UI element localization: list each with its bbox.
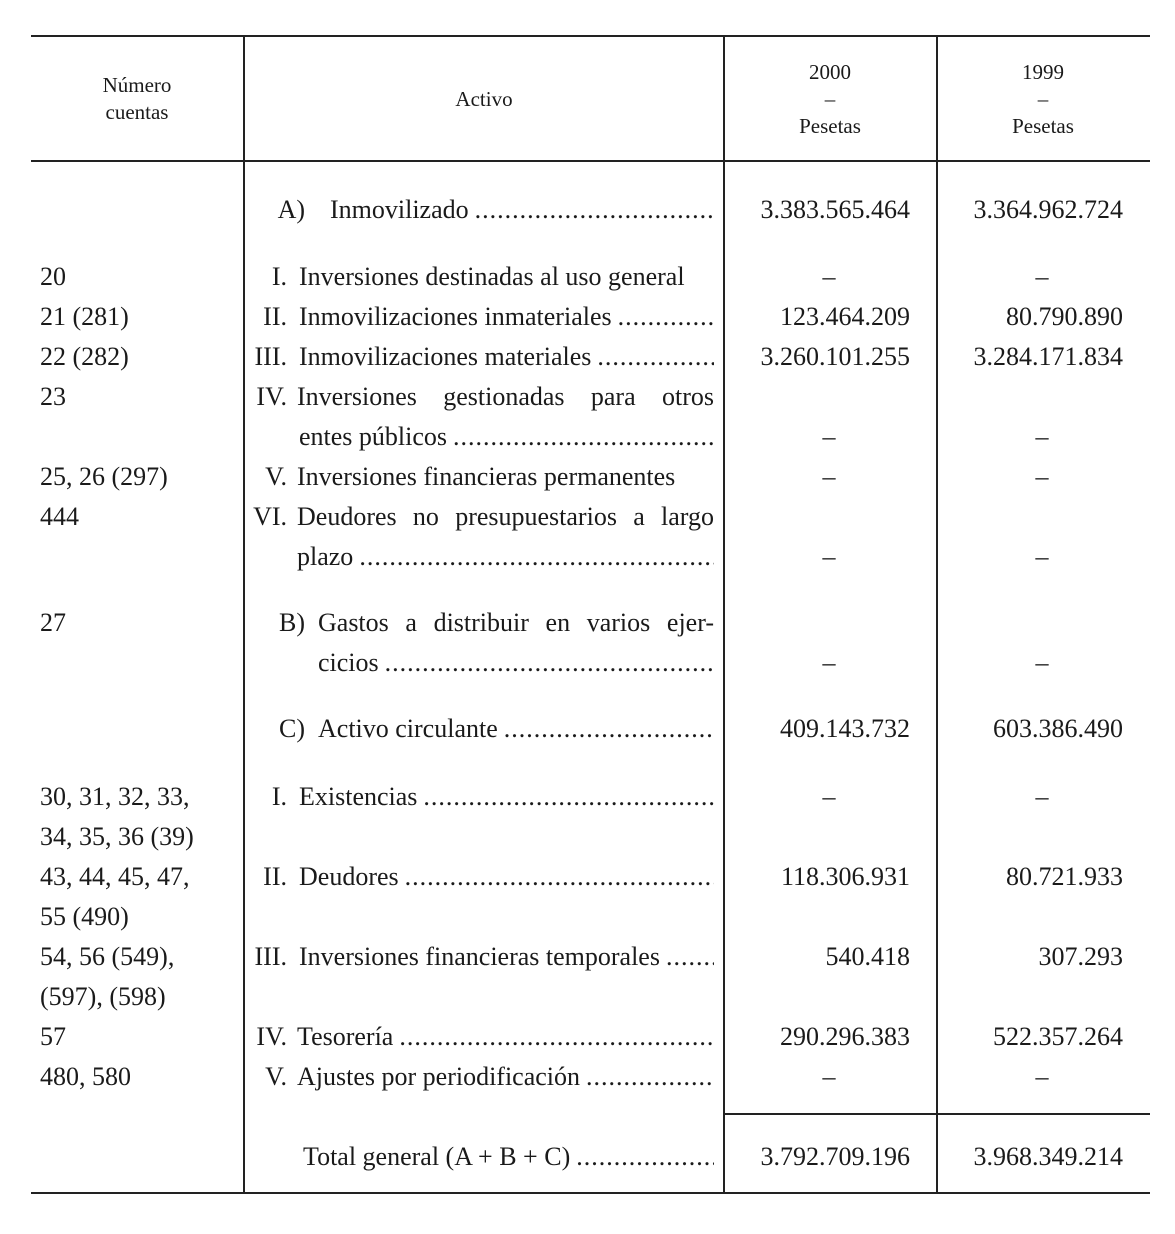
row-a5-1999: – — [1035, 462, 1049, 491]
row-c4-label — [297, 1022, 714, 1052]
row-a6-account: 444 — [40, 502, 79, 531]
row-a6-roman: VI. — [253, 502, 287, 531]
row-c3-account-line2: (597), (598) — [40, 982, 166, 1011]
row-a6-1999: – — [1035, 542, 1049, 571]
header-2000-unit: Pesetas — [799, 114, 861, 138]
row-b-1999: – — [1035, 648, 1049, 677]
row-a4-label-line2 — [299, 422, 714, 452]
leader-dots — [586, 1062, 714, 1092]
row-c3-1999: 307.293 — [1038, 942, 1123, 971]
row-a4-roman: IV. — [256, 382, 287, 411]
leader-dots — [475, 195, 714, 225]
row-total-2000: 3.792.709.196 — [760, 1142, 910, 1171]
row-a3-1999: 3.284.171.834 — [973, 342, 1123, 371]
row-b-label-line1: Gastos a distribuir en varios ejer- — [318, 608, 714, 637]
row-c5-label-text: Ajustes por periodificación — [297, 1062, 581, 1091]
row-b-roman: B) — [279, 608, 305, 637]
header-accounts-line2: cuentas — [105, 100, 169, 124]
row-c5-roman: V. — [265, 1062, 287, 1091]
row-c1-label-text: Existencias — [299, 782, 418, 811]
header-2000 — [724, 59, 936, 140]
row-a1-1999: – — [1035, 262, 1049, 291]
row-a1-label: Inversiones destinadas al uso general — [299, 262, 685, 291]
row-a5-label: Inversiones financieras permanentes — [297, 462, 676, 491]
row-a6-2000: – — [822, 542, 836, 571]
header-rule — [31, 160, 1150, 162]
row-total-1999: 3.968.349.214 — [973, 1142, 1123, 1171]
row-c4-roman: IV. — [256, 1022, 287, 1051]
row-c1-account-line1: 30, 31, 32, 33, — [40, 782, 190, 811]
header-1999-year: 1999 — [1022, 60, 1064, 84]
row-a3-label — [299, 342, 714, 372]
row-c4-2000: 290.296.383 — [780, 1022, 910, 1051]
row-c-roman: C) — [279, 714, 305, 743]
row-b-label-text: cicios — [318, 648, 379, 677]
row-a1-2000: – — [822, 262, 836, 291]
row-c5-1999: – — [1035, 1062, 1049, 1091]
bottom-rule — [31, 1192, 1150, 1194]
header-accounts — [31, 72, 243, 126]
row-total-label — [303, 1142, 714, 1172]
row-a3-label-text: Inmovilizaciones materiales — [299, 342, 592, 371]
row-a-2000: 3.383.565.464 — [760, 195, 910, 224]
row-c2-roman: II. — [263, 862, 287, 891]
row-c2-label-text: Deudores — [299, 862, 399, 891]
row-c1-account-line2: 34, 35, 36 (39) — [40, 822, 194, 851]
row-a5-roman: V. — [265, 462, 287, 491]
row-a2-1999: 80.790.890 — [1006, 302, 1123, 331]
row-a-1999: 3.364.962.724 — [973, 195, 1123, 224]
row-a4-label-line1: Inversiones gestionadas para otros — [297, 382, 714, 411]
row-c3-label-text: Inversiones financieras temporales — [299, 942, 660, 971]
row-a-roman: A) — [277, 195, 305, 224]
header-1999-unit: Pesetas — [1012, 114, 1074, 138]
row-a1-roman: I. — [271, 262, 287, 291]
header-1999 — [937, 59, 1149, 140]
leader-dots — [618, 302, 714, 332]
row-c1-label — [299, 782, 714, 812]
row-a3-2000: 3.260.101.255 — [760, 342, 910, 371]
row-a4-1999: – — [1035, 422, 1049, 451]
row-a3-account: 22 (282) — [40, 342, 129, 371]
row-c4-label-text: Tesorería — [297, 1022, 394, 1051]
leader-dots — [576, 1142, 714, 1172]
row-c2-account-line1: 43, 44, 45, 47, — [40, 862, 190, 891]
row-c3-label — [299, 942, 714, 972]
header-activo — [245, 86, 723, 113]
row-c5-label — [297, 1062, 714, 1092]
row-a2-label-text: Inmovilizaciones inmateriales — [299, 302, 612, 331]
leader-dots — [504, 714, 714, 744]
row-c-1999: 603.386.490 — [993, 714, 1123, 743]
row-a2-account: 21 (281) — [40, 302, 129, 331]
leader-dots — [666, 942, 714, 972]
row-a5-2000: – — [822, 462, 836, 491]
row-a5-account: 25, 26 (297) — [40, 462, 168, 491]
leader-dots — [359, 542, 714, 572]
row-c1-2000: – — [822, 782, 836, 811]
row-c3-roman: III. — [254, 942, 287, 971]
row-c2-label — [299, 862, 714, 892]
row-c2-account-line2: 55 (490) — [40, 902, 129, 931]
row-c3-account-line1: 54, 56 (549), — [40, 942, 175, 971]
row-c5-account: 480, 580 — [40, 1062, 131, 1091]
row-a-label-text: Inmovilizado — [330, 195, 469, 224]
row-a4-account: 23 — [40, 382, 66, 411]
row-c4-1999: 522.357.264 — [993, 1022, 1123, 1051]
row-c4-account: 57 — [40, 1022, 66, 1051]
row-a4-label-text: entes públicos — [299, 422, 448, 451]
leader-dots — [399, 1022, 714, 1052]
row-a4-2000: – — [822, 422, 836, 451]
row-a6-label-text: plazo — [297, 542, 354, 571]
row-a1-account: 20 — [40, 262, 66, 291]
row-a3-roman: III. — [254, 342, 287, 371]
row-c-label — [318, 714, 714, 744]
leader-dots — [405, 862, 714, 892]
row-a-label — [330, 195, 714, 225]
header-1999-dash: – — [1037, 87, 1049, 111]
row-b-account: 27 — [40, 608, 66, 637]
row-a2-roman: II. — [263, 302, 287, 331]
row-a6-label-line1: Deudores no presupuestarios a largo — [297, 502, 714, 531]
row-a6-label-line2 — [297, 542, 714, 572]
row-a2-label — [299, 302, 714, 332]
row-b-label-line2 — [318, 648, 714, 678]
row-c2-2000: 118.306.931 — [780, 862, 910, 891]
header-activo-label: Activo — [455, 87, 513, 111]
row-c1-1999: – — [1035, 782, 1049, 811]
row-c-label-text: Activo circulante — [318, 714, 498, 743]
row-total-label-text: Total general (A + B + C) — [303, 1142, 571, 1171]
row-b-2000: – — [822, 648, 836, 677]
row-c5-2000: – — [822, 1062, 836, 1091]
leader-dots — [597, 342, 714, 372]
header-accounts-line1: Número — [102, 73, 172, 97]
top-rule — [31, 35, 1150, 37]
row-c3-2000: 540.418 — [825, 942, 910, 971]
leader-dots — [423, 782, 714, 812]
row-c1-roman: I. — [271, 782, 287, 811]
leader-dots — [385, 648, 714, 678]
header-2000-dash: – — [824, 87, 836, 111]
header-2000-year: 2000 — [809, 60, 851, 84]
leader-dots — [453, 422, 714, 452]
row-a2-2000: 123.464.209 — [780, 302, 910, 331]
row-c-2000: 409.143.732 — [780, 714, 910, 743]
row-c2-1999: 80.721.933 — [1006, 862, 1123, 891]
